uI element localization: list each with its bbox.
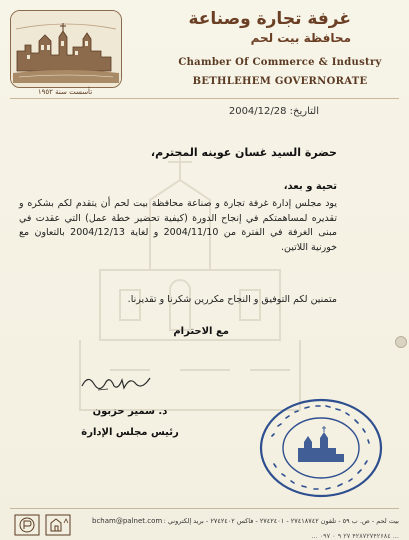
governorate-title-english: BETHLEHEM GOVERNORATE bbox=[192, 76, 368, 87]
footer-second-line: ... ۰۹۷ ۰ ۹ ۲۷ ۴۲۸۷۲۷۴۲۶۸٤ ... bbox=[311, 532, 399, 540]
official-stamp bbox=[258, 396, 384, 500]
bethlehem-skyline-icon bbox=[11, 11, 121, 87]
chamber-emblem bbox=[10, 10, 122, 88]
header-divider bbox=[10, 98, 399, 99]
letter-body: يود مجلس إدارة غرفة تجارة و صناعة محافظة بيت لحم أن يتقدم لكم بشكره و تقديره لمساهمتكم في إنجاح الدورة (كيفية تحضير خطة عمل) التي عقدت في مبنى الغرفة في الفترة من 2004/11/10 و لغاية 2004/12/13 بالتعاون مع خورنية اللاتين. bbox=[19, 198, 337, 253]
signer-name: د. سمير حزبون bbox=[92, 406, 168, 417]
footer-logos-icon bbox=[14, 513, 74, 537]
recipient-salutation: حضرة السيد غسان عوينه المحترم، bbox=[150, 146, 337, 159]
letter-wishes: متمنين لكم التوفيق و النجاح مكررين شكرنا و تقديرنا. bbox=[127, 294, 337, 305]
footer-email: bcham@palnet.com bbox=[92, 517, 163, 525]
footer-divider bbox=[10, 508, 399, 509]
punch-hole bbox=[395, 336, 407, 348]
letter-closing: مع الاحترام bbox=[173, 326, 229, 337]
handwritten-signature bbox=[78, 366, 158, 396]
footer-address: بيت لحم - ص. ب ٥٩ - تلفون ٢٧٤١٨٧٤٢ - ٢٧٤٢٤٠١ - فاكس ٢٧٤٢٤٠٢ - بريد إلكتروني : bbox=[163, 517, 399, 525]
signer-title: رئيس مجلس الإدارة bbox=[81, 427, 179, 438]
chamber-title-english: Chamber Of Commerce & Industry bbox=[178, 57, 382, 68]
letter-date: التاريخ: 2004/12/28 bbox=[228, 106, 319, 117]
governorate-title-arabic: محافظة بيت لحم bbox=[250, 31, 351, 45]
founded-year: تأسست سنة ١٩٥٢ bbox=[37, 88, 93, 96]
chamber-title-arabic: غرفة تجارة وصناعة bbox=[188, 9, 351, 29]
letter-greeting: تحية و بعد، bbox=[283, 181, 337, 192]
